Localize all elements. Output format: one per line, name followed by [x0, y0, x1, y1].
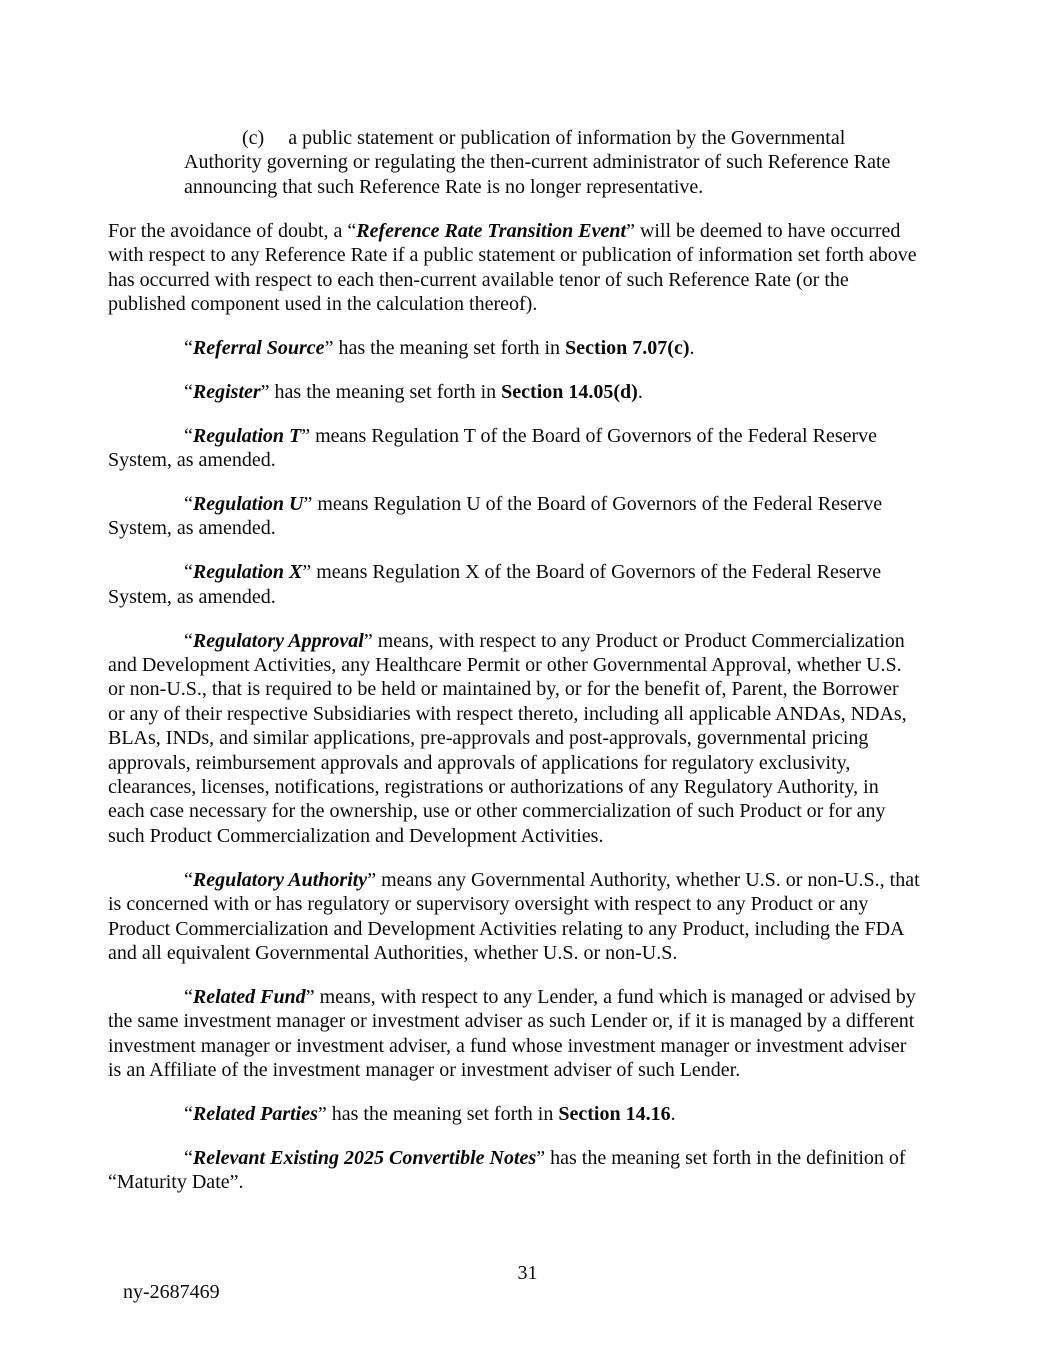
text-run: .: [689, 336, 695, 359]
text-run: Regulation T: [192, 424, 302, 447]
definition-regulatory-approval: [108, 629, 920, 849]
text-run: Regulation X: [192, 561, 303, 584]
definition-regulation-x: [108, 560, 920, 609]
text-run: Section 14.16: [558, 1103, 671, 1125]
text-run: “: [184, 561, 193, 584]
text-run: Register: [192, 380, 261, 403]
text-run: a public statement or publication of information by the Governmental Authority governing or regulating the then-current administrator of such Reference Rate announcing that such Reference Rate is no longer representative.: [184, 127, 891, 198]
text-run: Regulatory Approval: [192, 629, 364, 652]
text-run: Regulation U: [192, 492, 304, 515]
text-run: ” means Regulation T of the Board of Governors of the Federal Reserve System, as amended.: [108, 424, 878, 472]
paragraph-avoidance-of-doubt: [108, 219, 920, 317]
text-run: “: [184, 1146, 193, 1169]
definition-related-fund: [108, 985, 920, 1083]
text-run: Reference Rate Transition Event: [356, 219, 627, 242]
definition-regulatory-authority: [108, 868, 920, 966]
definition-regulation-t: [108, 424, 920, 473]
definition-related-parties: [108, 1102, 920, 1126]
text-run: ” has the meaning set forth in: [317, 1103, 559, 1125]
text-run: Relevant Existing 2025 Convertible Notes: [192, 1146, 537, 1169]
text-run: ” means Regulation U of the Board of Governors of the Federal Reserve System, as amended.: [108, 492, 883, 540]
text-run: “: [184, 1103, 193, 1125]
definition-regulation-u: [108, 492, 920, 541]
text-run: Section 14.05(d): [501, 380, 638, 403]
text-run: .: [637, 380, 643, 403]
text-run: ” has the meaning set forth in: [260, 380, 502, 403]
text-run: ” will be deemed to have occurred with respect to any Reference Rate if a public statement or publication of information set forth above has occurred with respect to each then-current available tenor of such Reference Rate (or the published component used in the calculation thereof).: [108, 219, 917, 315]
text-run: For the avoidance of doubt, a “: [108, 219, 357, 242]
text-run: “: [184, 492, 193, 515]
text-run: “: [184, 629, 193, 652]
text-run: ” means, with respect to any Product or Product Commercialization and Development Activities, any Healthcare Permit or other Governmental Approval, whether U.S. or non-U.S., that is required to be held or maintained by, or for the benefit of, Parent, the Borrower or any of their respective Subsidiaries with respect thereto, including all applicable ANDAs, NDAs, BLAs, INDs, and similar applications, pre-approvals and post-approvals, governmental pricing approvals, reimbursement approvals and approvals of applications for regulatory exclusivity, clearances, licenses, notifications, registrations or authorizations of any Regulatory Authority, in each case necessary for the ownership, use or other commercialization of such Product or for any such Product Commercialization and Development Activities.: [108, 629, 907, 847]
text-run: “: [184, 868, 193, 891]
text-run: Related Fund: [192, 985, 306, 1008]
definition-register: [108, 380, 920, 404]
text-run: ” means any Governmental Authority, whether U.S. or non-U.S., that is concerned with or has regulatory or supervisory oversight with respect to any Product or any Product Commercialization and Development Activities relating to any Product, including the FDA and all equivalent Governmental Authorities, whether U.S. or non-U.S.: [108, 868, 920, 964]
text-run: “: [184, 336, 193, 359]
text-run: “: [184, 424, 193, 447]
text-run: ” has the meaning set forth in the definition of “Maturity Date”.: [108, 1146, 906, 1194]
text-run: ” means, with respect to any Lender, a fund which is managed or advised by the same investment manager or investment adviser as such Lender or, if it is managed by a different investment manager or investment adviser, a fund whose investment manager or investment adviser is an Affiliate of the investment manager or investment adviser of such Lender.: [108, 985, 916, 1082]
text-run: ” means Regulation X of the Board of Governors of the Federal Reserve System, as amended.: [108, 561, 882, 608]
text-run: Section 7.07(c): [565, 336, 690, 359]
text-run: .: [670, 1103, 676, 1125]
definition-relevant-existing-2025-notes: [108, 1146, 920, 1195]
text-run: (c): [242, 127, 265, 149]
definition-referral-source: [108, 336, 920, 360]
text-run: Related Parties: [192, 1103, 318, 1125]
page-number: 31: [517, 1262, 538, 1284]
text-run: “: [184, 985, 193, 1008]
paragraph-clause-c: [184, 126, 920, 199]
document-id-stamp: ny-2687469: [123, 1281, 220, 1303]
text-run: “: [184, 380, 193, 403]
text-run: Referral Source: [192, 336, 325, 359]
text-run: ” has the meaning set forth in: [324, 336, 566, 359]
text-run: Regulatory Authority: [192, 868, 368, 891]
